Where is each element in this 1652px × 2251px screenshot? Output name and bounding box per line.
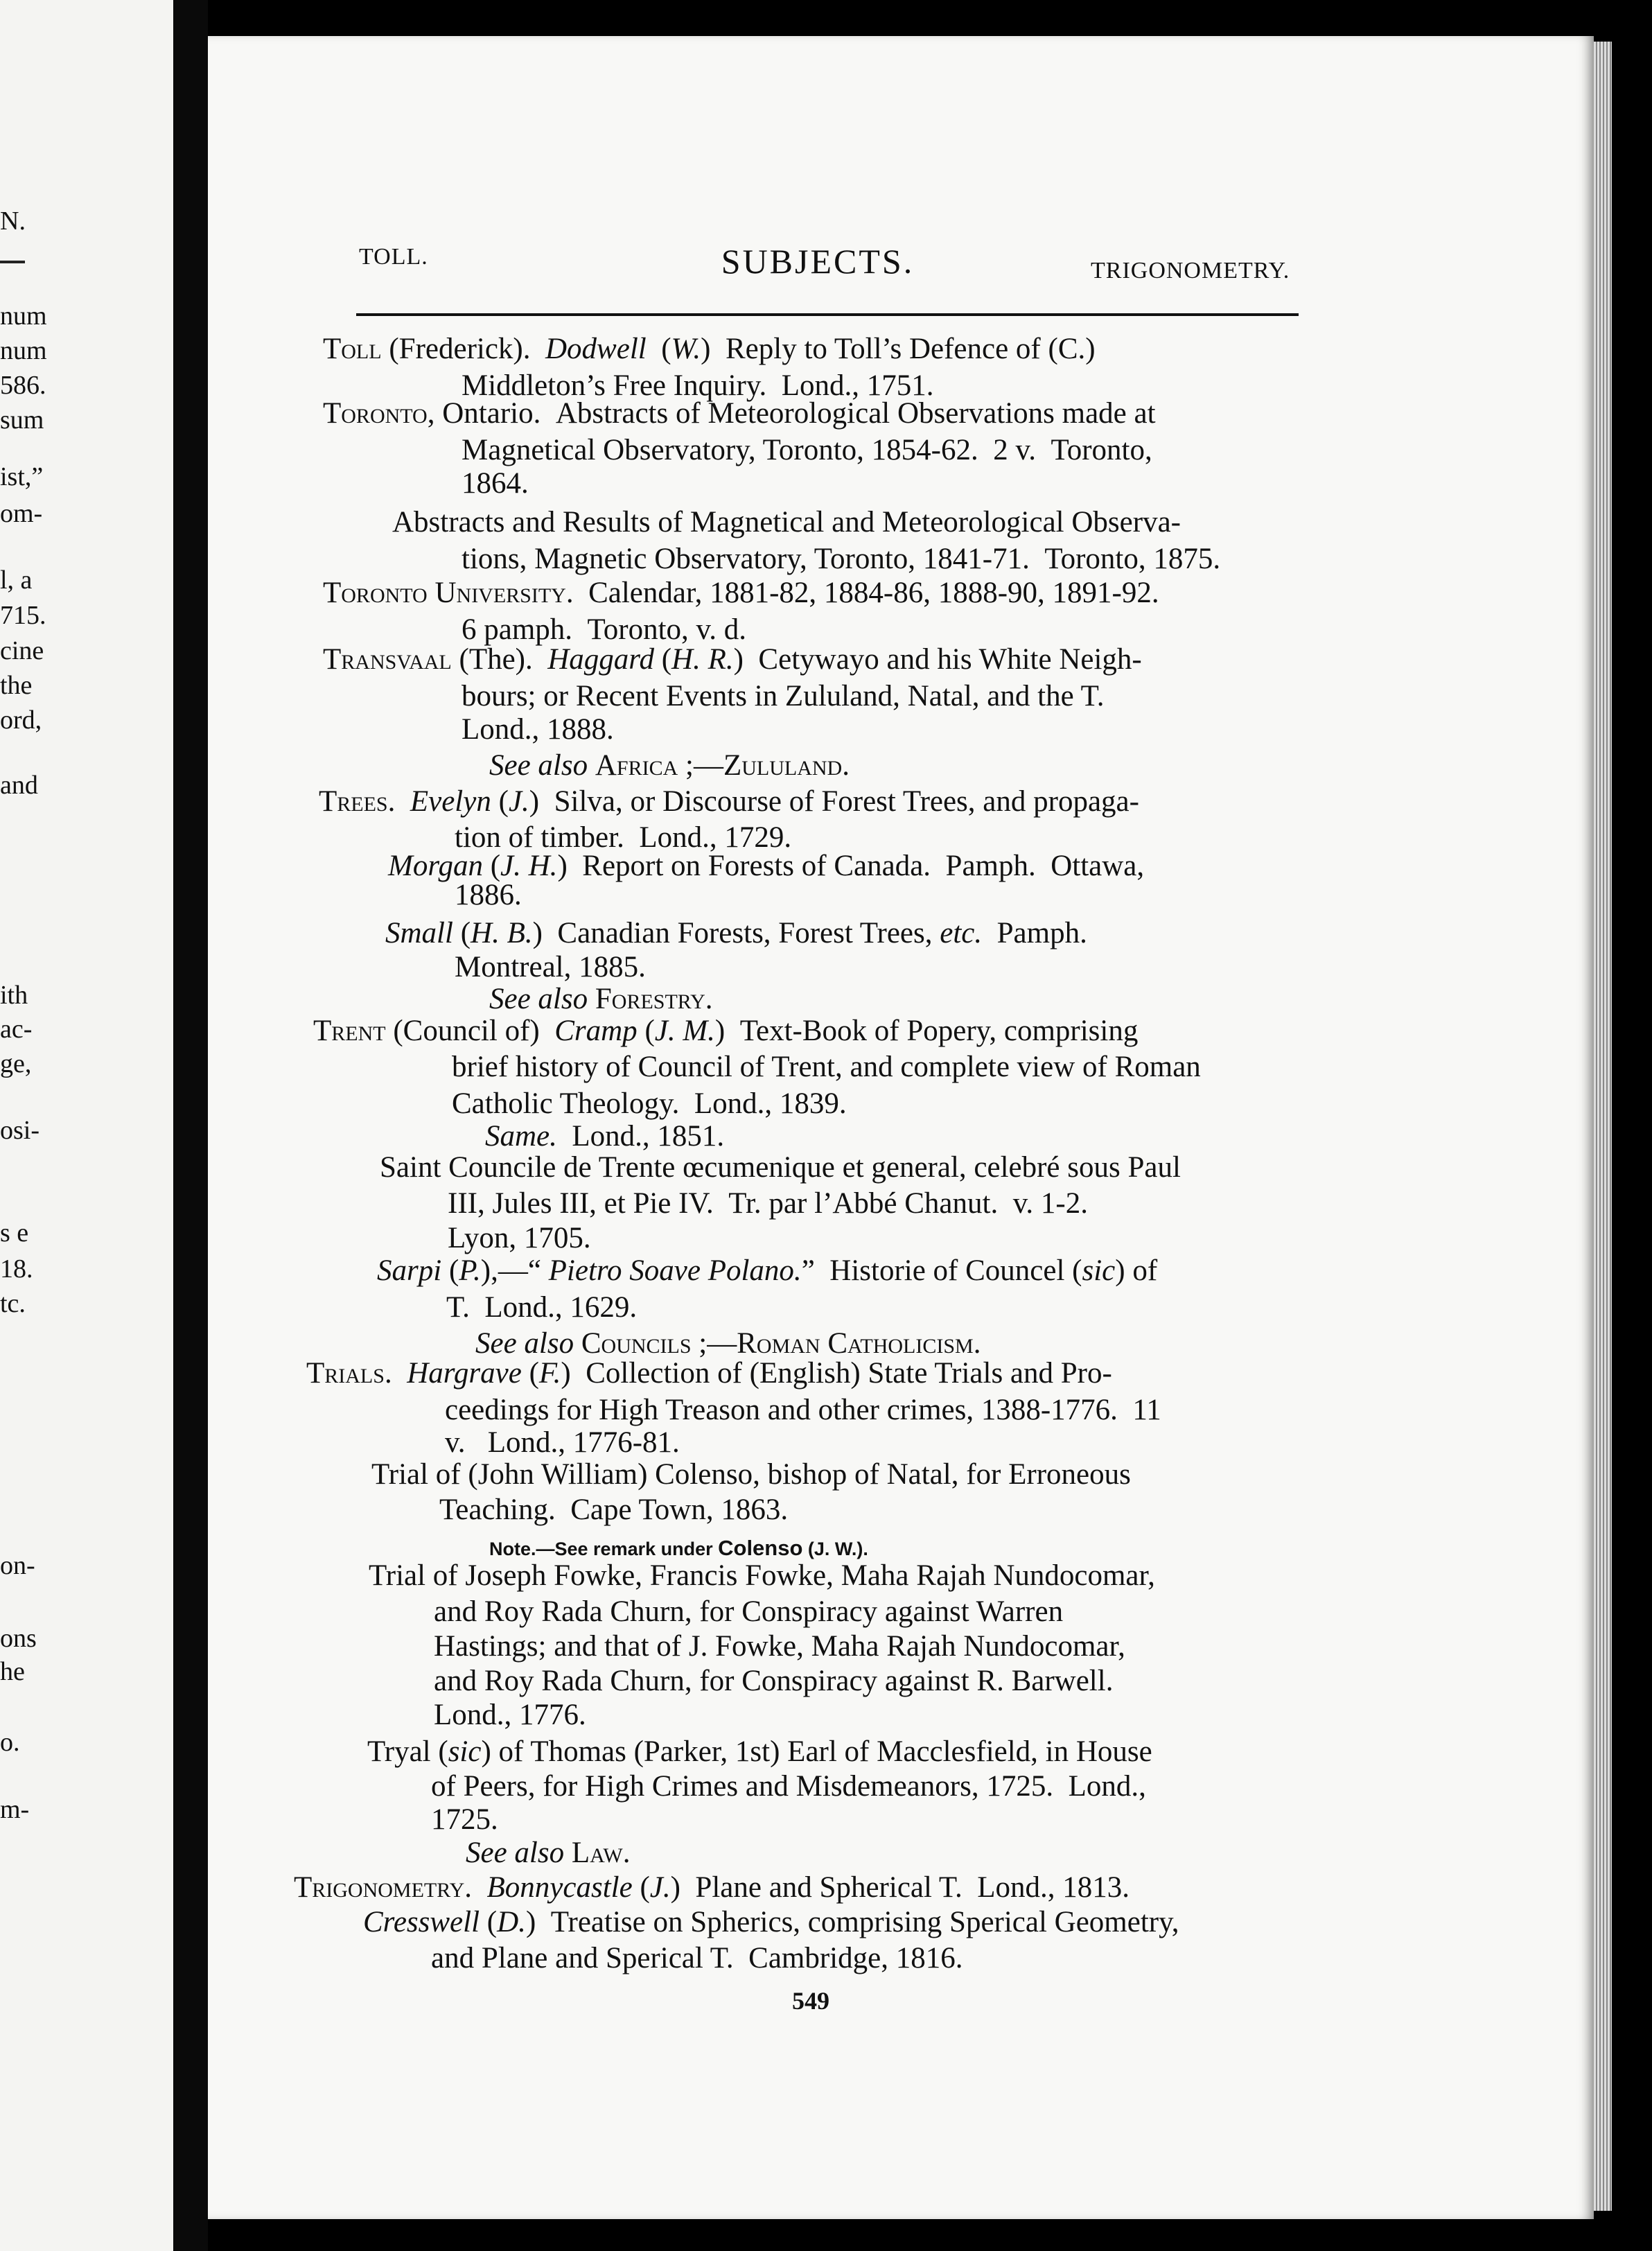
entry-line: T. Lond., 1629.: [446, 1291, 638, 1324]
entry-line: v. Lond., 1776-81.: [445, 1426, 680, 1459]
entry-line: Trials. Hargrave (F.) Collection of (English) State Trials and Pro-: [306, 1357, 1112, 1390]
entry-line: bours; or Recent Events in Zululand, Natal, and the T.: [462, 680, 1105, 712]
entry-line: Magnetical Observatory, Toronto, 1854-62. 2 v. Toronto,: [462, 434, 1152, 466]
entry-line: and Roy Rada Churn, for Conspiracy against Warren: [434, 1595, 1064, 1628]
facing-page-fragment: s e: [0, 1218, 29, 1247]
entry-line: Same. Lond., 1851.: [485, 1120, 725, 1153]
entry-line: tion of timber. Lond., 1729.: [455, 821, 792, 854]
facing-page-fragment: om-: [0, 499, 43, 528]
facing-page-fragment: 18.: [0, 1254, 33, 1284]
entry-line: Catholic Theology. Lond., 1839.: [452, 1087, 847, 1120]
entry-line: 1864.: [462, 467, 529, 500]
entry-line: of Peers, for High Crimes and Misdemeanors, 1725. Lond.,: [431, 1770, 1146, 1803]
entry-line: 1725.: [431, 1803, 498, 1836]
entry-line: Toronto University. Calendar, 1881-82, 1884-86, 1888-90, 1891-92.: [323, 577, 1159, 609]
entry-line: Sarpi (P.),—“ Pietro Soave Polano.” Historie of Councel (sic) of: [377, 1254, 1158, 1287]
entry-line: brief history of Council of Trent, and complete view of Roman: [452, 1051, 1201, 1083]
facing-page-fragment: 715.: [0, 601, 46, 630]
see-also: See also Forestry.: [489, 983, 713, 1015]
facing-page-fragment: l, a: [0, 566, 33, 595]
entry-line: Lond., 1776.: [434, 1699, 586, 1731]
entry-line: Teaching. Cape Town, 1863.: [439, 1494, 789, 1526]
entry-line: Small (H. B.) Canadian Forests, Forest Trees, etc. Pamph.: [385, 917, 1087, 949]
entry-line: Toll (Frederick). Dodwell (W.) Reply to Toll’s Defence of (C.): [323, 333, 1096, 365]
entry-line: Saint Councile de Trente œcumenique et general, celebré sous Paul: [380, 1151, 1181, 1184]
running-head-right: TRIGONOMETRY.: [1091, 258, 1290, 283]
note-line: Note.—See remark under Colenso (J. W.).: [489, 1536, 868, 1560]
facing-page-fragment: cine: [0, 636, 44, 665]
see-also: See also Africa ;—Zululand.: [489, 749, 850, 782]
entry-line: 6 pamph. Toronto, v. d.: [462, 613, 747, 646]
entry-line: Trial of (John William) Colenso, bishop of Natal, for Erroneous: [371, 1458, 1131, 1491]
entry-line: and Roy Rada Churn, for Conspiracy against R. Barwell.: [434, 1665, 1114, 1697]
facing-page-fragment: ons: [0, 1624, 37, 1653]
entry-line: 1886.: [455, 879, 522, 911]
entry-line: Hastings; and that of J. Fowke, Maha Rajah Nundocomar,: [434, 1630, 1125, 1663]
entry-line: Middleton’s Free Inquiry. Lond., 1751.: [462, 369, 934, 402]
see-also: See also Law.: [466, 1837, 631, 1869]
facing-page-fragment: ord,: [0, 706, 42, 735]
page-edges: [1594, 42, 1612, 2211]
entry-line: Cresswell (D.) Treatise on Spherics, comprising Sperical Geometry,: [363, 1906, 1179, 1938]
entry-line: Transvaal (The). Haggard (H. R.) Cetywayo and his White Neigh-: [323, 643, 1142, 676]
entry-line: III, Jules III, et Pie IV. Tr. par l’Abbé Chanut. v. 1-2.: [448, 1187, 1088, 1220]
running-head-left: TOLL.: [359, 244, 428, 270]
facing-page-fragment: sum: [0, 405, 44, 435]
entry-line: and Plane and Sperical T. Cambridge, 1816.: [431, 1942, 963, 1974]
facing-page-fragment: tc.: [0, 1289, 26, 1318]
entry-line: Tryal (sic) of Thomas (Parker, 1st) Earl of Macclesfield, in House: [367, 1735, 1152, 1768]
entry-line: Lyon, 1705.: [448, 1222, 591, 1254]
book-gutter: [173, 0, 208, 2251]
entry-line: Abstracts and Results of Magnetical and Meteorological Observa-: [392, 506, 1181, 538]
facing-page-fragment: ith: [0, 981, 28, 1010]
facing-page-fragment: he: [0, 1657, 25, 1686]
facing-page-rule: [0, 261, 25, 263]
see-also: See also Councils ;—Roman Catholicism.: [475, 1327, 981, 1360]
facing-page-fragment: ge,: [0, 1049, 32, 1078]
facing-page-fragment: num: [0, 301, 47, 331]
facing-page-fragment: num: [0, 336, 47, 365]
facing-page: [0, 0, 173, 2251]
facing-page-fragment: o.: [0, 1728, 20, 1757]
entry-line: ceedings for High Treason and other crimes, 1388-1776. 11: [445, 1394, 1161, 1426]
entry-line: Trigonometry. Bonnycastle (J.) Plane and Spherical T. Lond., 1813.: [294, 1871, 1130, 1904]
entry-line: Lond., 1888.: [462, 713, 614, 746]
facing-page-fragment: 586.: [0, 371, 46, 400]
facing-page-fragment: ac-: [0, 1015, 33, 1044]
entry-line: Montreal, 1885.: [455, 951, 646, 983]
entry-line: Trees. Evelyn (J.) Silva, or Discourse of Forest Trees, and propaga-: [319, 785, 1139, 818]
facing-page-fragment: m-: [0, 1795, 30, 1824]
entry-line: Trent (Council of) Cramp (J. M.) Text-Book of Popery, comprising: [313, 1015, 1139, 1047]
entry-line: Trial of Joseph Fowke, Francis Fowke, Maha Rajah Nundocomar,: [369, 1559, 1155, 1592]
entry-line: Morgan (J. H.) Report on Forests of Canada. Pamph. Ottawa,: [388, 850, 1145, 882]
entry-line: tions, Magnetic Observatory, Toronto, 1841-71. Toronto, 1875.: [462, 543, 1221, 575]
running-head-title: SUBJECTS.: [721, 242, 915, 281]
page-number: 549: [792, 1987, 829, 2015]
entry-line: Toronto, Ontario. Abstracts of Meteorological Observations made at: [323, 397, 1156, 430]
facing-page-fragment: on-: [0, 1551, 35, 1580]
facing-page-fragment: osi-: [0, 1116, 39, 1145]
facing-page-fragment: ist,”: [0, 462, 44, 491]
facing-page-fragment: N.: [0, 207, 26, 236]
facing-page-fragment: and: [0, 771, 38, 800]
facing-page-fragment: the: [0, 671, 33, 700]
header-rule: [356, 313, 1299, 316]
